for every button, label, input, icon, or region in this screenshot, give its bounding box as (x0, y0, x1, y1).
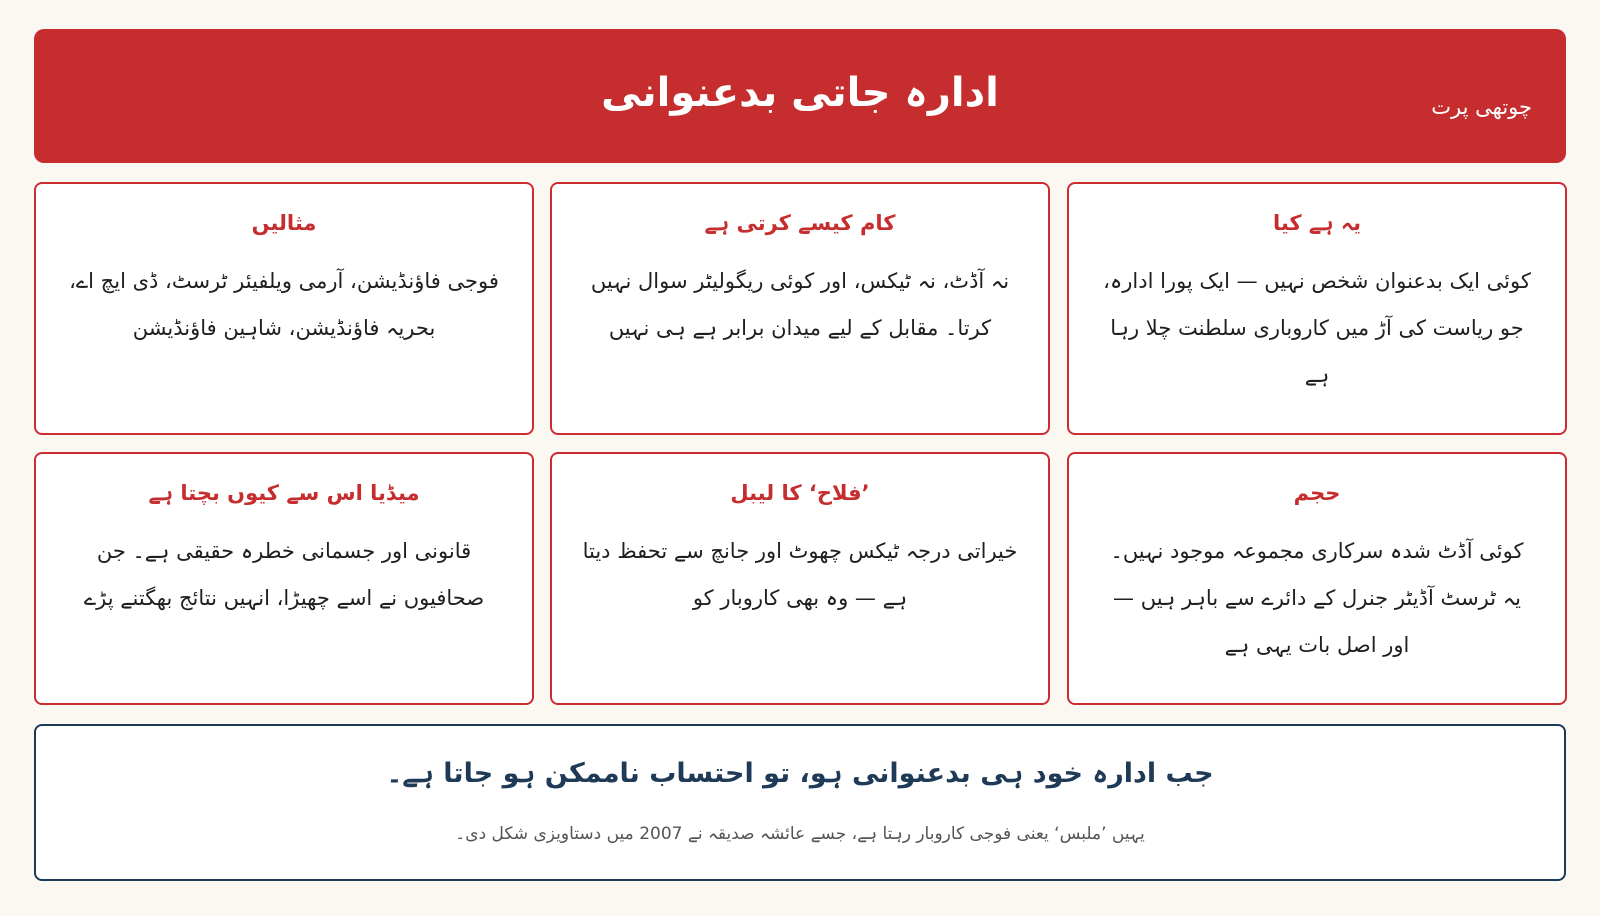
card-media-avoidance (34, 452, 534, 705)
card-title: ’فلاح‘ کا لیبل (730, 481, 870, 505)
card-title: کام کیسے کرتی ہے (704, 211, 896, 235)
layer-label: چوتھی پرت (1431, 95, 1532, 119)
card-title: حجم (1293, 481, 1341, 505)
card-body: کوئی آڈٹ شدہ سرکاری مجموعہ موجود نہیں۔ یہ ٹرسٹ آڈیٹر جنرل کے دائرے سے باہر ہیں — اور اصل بات یہی ہے (1110, 539, 1524, 657)
card-title: یہ ہے کیا (1272, 211, 1362, 235)
card-examples (34, 182, 534, 435)
header-banner (34, 29, 1566, 163)
card-what-it-is (1067, 182, 1567, 435)
conclusion-box (34, 724, 1566, 881)
card-size (1067, 452, 1567, 705)
conclusion-note: یہیں ’ملبس‘ یعنی فوجی کاروبار رہتا ہے، جسے عائشہ صدیقہ نے 2007 میں دستاویزی شکل دی۔ (455, 824, 1145, 844)
card-how-it-works (550, 182, 1050, 435)
card-title: مثالیں (251, 211, 317, 235)
card-title: میڈیا اس سے کیوں بچتا ہے (148, 481, 420, 505)
card-welfare-label (550, 452, 1050, 705)
card-body: قانونی اور جسمانی خطرہ حقیقی ہے۔ جن صحافیوں نے اسے چھیڑا، انہیں نتائج بھگتنے پڑے (83, 539, 485, 610)
card-body: کوئی ایک بدعنوان شخص نہیں — ایک پورا ادارہ، جو ریاست کی آڑ میں کاروباری سلطنت چلا رہا ہے (1103, 269, 1531, 387)
card-body: خیراتی درجہ ٹیکس چھوٹ اور جانچ سے تحفظ دیتا ہے — وہ بھی کاروبار کو (582, 539, 1018, 610)
page-title: ادارہ جاتی بدعنوانی (601, 70, 999, 116)
card-body: فوجی فاؤنڈیشن، آرمی ویلفیئر ٹرسٹ، ڈی ایچ اے، بحریہ فاؤنڈیشن، شاہین فاؤنڈیشن (69, 269, 499, 340)
card-body: نہ آڈٹ، نہ ٹیکس، اور کوئی ریگولیٹر سوال نہیں کرتا۔ مقابل کے لیے میدان برابر ہے ہی نہیں (590, 269, 1010, 340)
conclusion-statement: جب ادارہ خود ہی بدعنوانی ہو، تو احتساب ناممکن ہو جاتا ہے۔ (386, 758, 1214, 789)
